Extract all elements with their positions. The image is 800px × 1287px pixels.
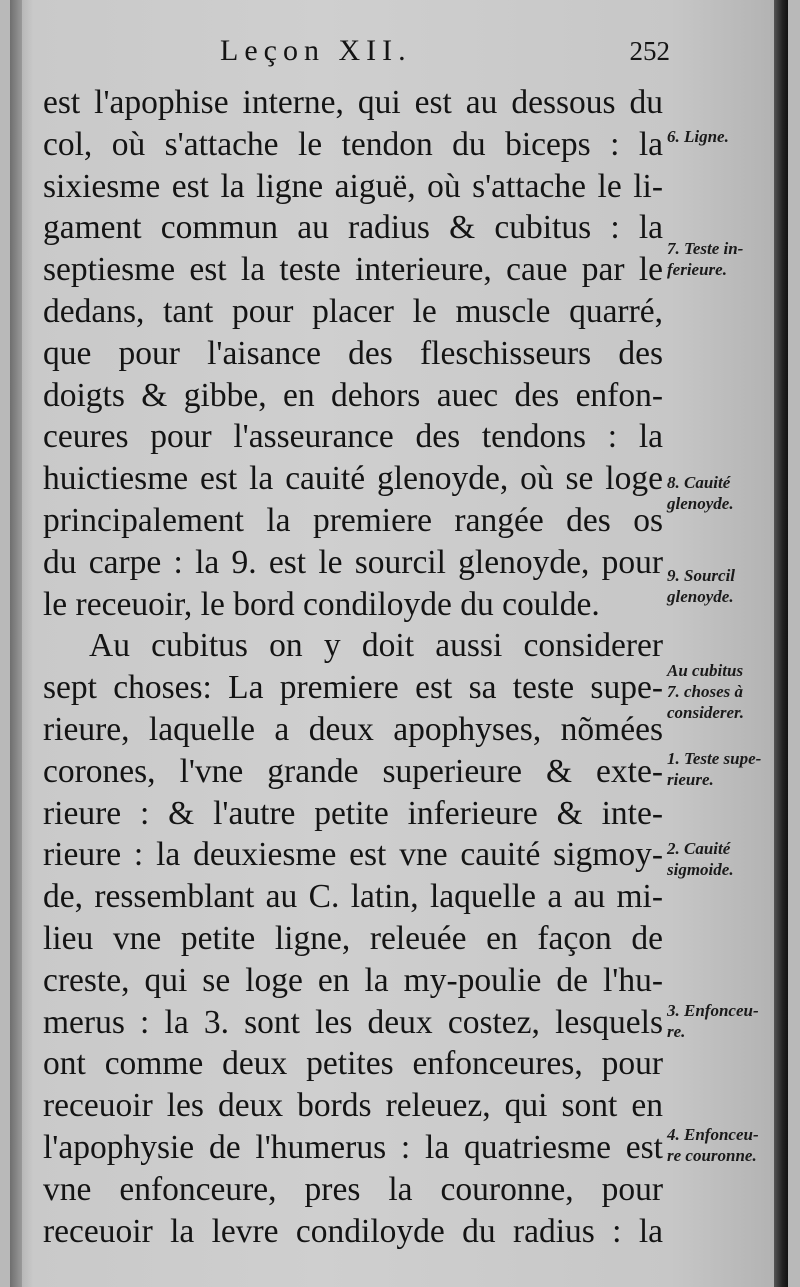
margin-note-line: 4. Enfonceu- xyxy=(667,1125,759,1144)
chapter-title: Leçon XII. xyxy=(220,34,412,67)
margin-note xyxy=(667,126,792,147)
text-line: doigts & gibbe, en dehors auec des enfon- xyxy=(43,376,663,414)
margin-note xyxy=(667,838,792,880)
margin-note xyxy=(667,1000,792,1042)
body-text xyxy=(43,82,663,1252)
text-line: rieure : la deuxiesme est vne cauité sigmoy- xyxy=(43,836,663,874)
paragraph-start-line: Au cubitus on y doit aussi considerer xyxy=(89,627,663,665)
text-line: dedans, tant pour placer le muscle quarré, xyxy=(43,292,663,330)
margin-note-line: 3. Enfonceu- xyxy=(667,1001,759,1020)
margin-note-line: 6. Ligne. xyxy=(667,127,729,146)
margin-note xyxy=(667,565,792,607)
margin-note-line: 1. Teste supe- xyxy=(667,749,762,768)
text-line: le receuoir, le bord condiloyde du coulde. xyxy=(43,585,600,623)
margin-note-line: 9. Sourcil xyxy=(667,566,736,585)
page-number: 252 xyxy=(629,36,670,66)
running-header xyxy=(220,34,670,74)
text-line: col, où s'attache le tendon du biceps : la xyxy=(43,125,663,163)
margin-note xyxy=(667,748,792,790)
text-line: sixiesme est la ligne aiguë, où s'attache le li- xyxy=(43,167,663,205)
page-left-edge xyxy=(10,0,22,1287)
text-line: lieu vne petite ligne, releuée en façon de xyxy=(43,919,663,957)
margin-note-line: ferieure. xyxy=(667,260,727,279)
margin-note-line: glenoyde. xyxy=(667,494,734,513)
text-line: du carpe : la 9. est le sourcil glenoyde, pour xyxy=(43,543,663,581)
margin-note-line: 7. choses à xyxy=(667,682,744,701)
text-line: receuoir la levre condiloyde du radius : la xyxy=(43,1212,663,1250)
margin-note-line: rieure. xyxy=(667,770,714,789)
text-line: vne enfonceure, pres la couronne, pour xyxy=(43,1170,663,1208)
margin-note-line: sigmoide. xyxy=(667,860,734,879)
text-line: de, ressemblant au C. latin, laquelle a au mi- xyxy=(43,878,663,916)
text-line: l'apophysie de l'humerus : la quatriesme est xyxy=(43,1128,663,1166)
margin-note-line: considerer. xyxy=(667,703,744,722)
text-line: receuoir les deux bords releuez, qui sont en xyxy=(43,1087,663,1125)
text-line: corones, l'vne grande superieure & exte- xyxy=(43,752,663,790)
margin-note xyxy=(667,472,792,514)
text-line: que pour l'aisance des fleschisseurs des xyxy=(43,334,663,372)
text-line: ceures pour l'asseurance des tendons : la xyxy=(43,418,663,456)
margin-note-line: Au cubitus xyxy=(667,661,744,680)
margin-note xyxy=(667,238,792,280)
text-line: rieure : & l'autre petite inferieure & inte- xyxy=(43,794,663,832)
text-line: merus : la 3. sont les deux costez, lesquels xyxy=(43,1003,663,1041)
text-line: principalement la premiere rangée des os xyxy=(43,501,663,539)
margin-note-line: 2. Cauité xyxy=(667,839,731,858)
margin-note xyxy=(667,660,792,723)
text-line: huictiesme est la cauité glenoyde, où se loge xyxy=(43,460,663,498)
margin-note-line: 8. Cauité xyxy=(667,473,731,492)
book-page xyxy=(10,0,788,1287)
margin-note-line: glenoyde. xyxy=(667,587,734,606)
text-line: ont comme deux petites enfonceures, pour xyxy=(43,1045,663,1083)
text-line: creste, qui se loge en la my-poulie de l'hu- xyxy=(43,961,663,999)
margin-note xyxy=(667,1124,792,1166)
margin-note-line: re. xyxy=(667,1022,686,1041)
text-line: rieure, laquelle a deux apophyses, nõmées xyxy=(43,710,663,748)
text-line: sept choses: La premiere est sa teste supe- xyxy=(43,669,663,707)
margin-note-line: 7. Teste in- xyxy=(667,239,744,258)
margin-note-line: re couronne. xyxy=(667,1146,757,1165)
text-line: septiesme est la teste interieure, caue par le xyxy=(43,251,663,289)
margin-notes xyxy=(667,0,787,1287)
text-line: gament commun au radius & cubitus : la xyxy=(43,209,663,247)
text-line: est l'apophise interne, qui est au dessous du xyxy=(43,84,663,121)
